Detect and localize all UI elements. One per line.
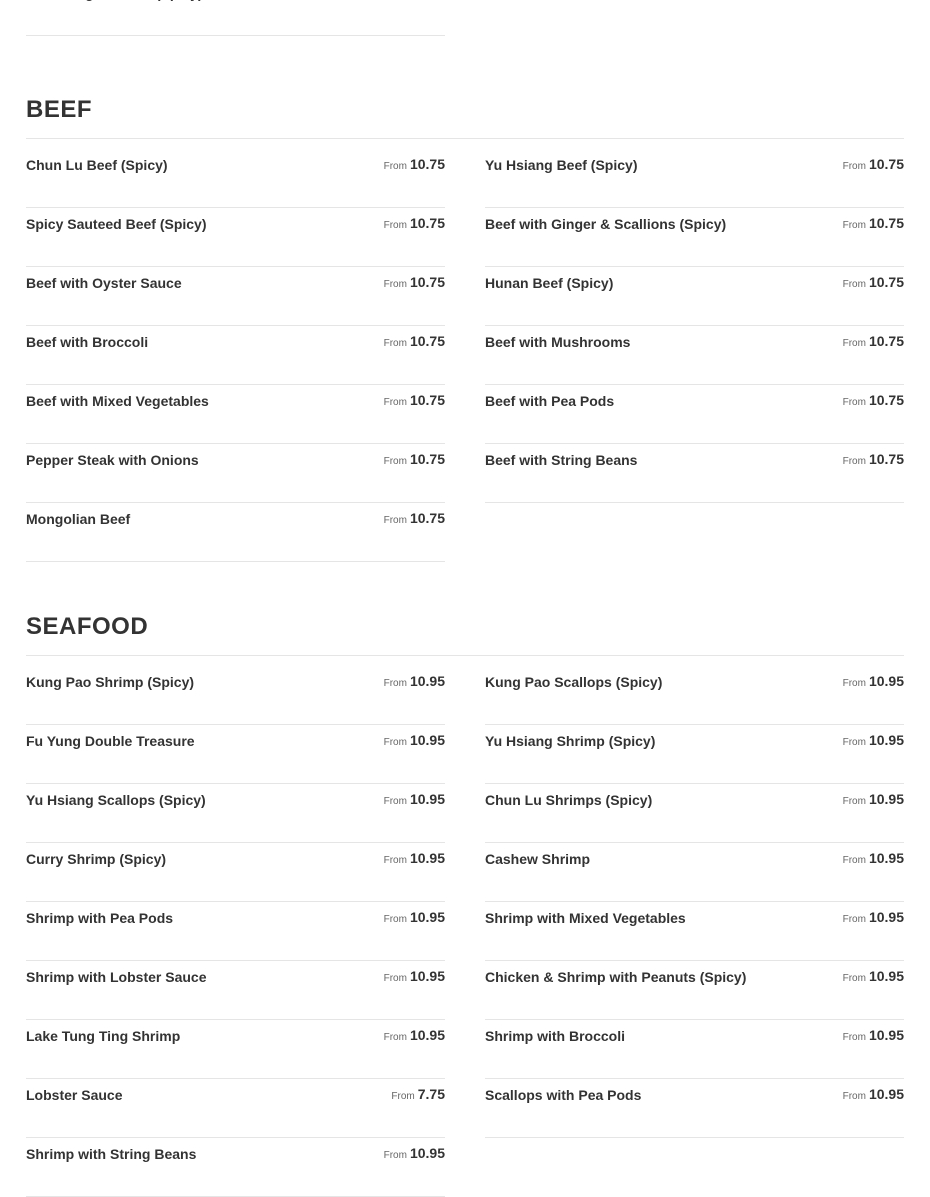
menu-item-name: Spicy Sauteed Beef (Spicy)	[26, 216, 207, 232]
menu-item-name: Hunan Beef (Spicy)	[485, 275, 614, 291]
section-divider	[26, 655, 904, 656]
price-value: 10.75	[409, 333, 445, 349]
menu-item-name: Kung Pao Shrimp (Spicy)	[26, 674, 195, 690]
price-value: 10.75	[409, 392, 445, 408]
price-value: 10.95	[409, 968, 445, 984]
price-value: 10.95	[409, 1145, 445, 1161]
from-label: From	[383, 456, 407, 467]
menu-item-price	[384, 850, 445, 868]
menu-item[interactable]	[26, 725, 445, 784]
menu-item-name: Shrimp with Mixed Vegetables	[485, 910, 686, 926]
menu-item-price	[384, 673, 445, 691]
menu-item-price	[384, 333, 445, 351]
menu-item[interactable]	[26, 666, 445, 725]
menu-item[interactable]	[26, 1079, 445, 1138]
menu-item[interactable]	[485, 843, 904, 902]
from-label: From	[842, 161, 866, 172]
from-label: From	[383, 855, 407, 866]
menu-item-name: Beef with Pea Pods	[485, 393, 615, 409]
price-value: 10.75	[868, 156, 904, 172]
price-value: 10.95	[868, 791, 904, 807]
menu-item-price	[384, 732, 445, 750]
from-label: From	[383, 279, 407, 290]
menu-item-name: Chun Lu Beef (Spicy)	[26, 157, 168, 173]
menu-item[interactable]	[485, 1079, 904, 1138]
menu-item-price	[384, 909, 445, 927]
menu-item-price	[843, 1027, 904, 1045]
menu-item-price	[843, 156, 904, 174]
menu-item-name: Pepper Steak with Onions	[26, 452, 199, 468]
menu-item[interactable]	[26, 784, 445, 843]
from-label: From	[842, 1091, 866, 1102]
menu-item-name: Lobster Sauce	[26, 1087, 123, 1103]
from-label: From	[842, 338, 866, 349]
menu-item-name	[26, 0, 203, 1]
menu-item-price	[843, 968, 904, 986]
menu-item[interactable]	[485, 666, 904, 725]
section-title-beef: BEEF	[26, 96, 93, 123]
menu-item-name: Shrimp with String Beans	[26, 1146, 197, 1162]
menu-item[interactable]	[26, 149, 445, 208]
menu-item-price	[384, 215, 445, 233]
price-value: 10.75	[409, 274, 445, 290]
menu-item-price	[384, 968, 445, 986]
menu-item[interactable]	[485, 725, 904, 784]
price-value: 10.95	[868, 1086, 904, 1102]
menu-item-price	[843, 333, 904, 351]
price-value: 10.95	[868, 909, 904, 925]
price-value: 10.95	[868, 673, 904, 689]
from-label: From	[383, 1032, 407, 1043]
menu-item-price	[384, 791, 445, 809]
menu-item-name: Scallops with Pea Pods	[485, 1087, 642, 1103]
menu-item-name: Mongolian Beef	[26, 511, 131, 527]
price-value: 7.75	[417, 1086, 445, 1102]
menu-item[interactable]	[26, 326, 445, 385]
menu-item-price	[391, 0, 445, 2]
menu-item[interactable]	[26, 267, 445, 326]
price-value: 10.75	[868, 451, 904, 467]
menu-item-price	[384, 1145, 445, 1163]
menu-item-price	[384, 510, 445, 528]
menu-item-name: Beef with Oyster Sauce	[26, 275, 182, 291]
from-label: From	[842, 973, 866, 984]
menu-item-name: Chicken & Shrimp with Peanuts (Spicy)	[485, 969, 747, 985]
menu-item-price	[843, 451, 904, 469]
menu-item-name: Beef with Mushrooms	[485, 334, 631, 350]
menu-item[interactable]	[26, 503, 445, 562]
price-value: 10.75	[868, 274, 904, 290]
price-value: 10.75	[409, 215, 445, 231]
from-label: From	[842, 796, 866, 807]
menu-item-name: Yu Hsiang Shrimp (Spicy)	[485, 733, 656, 749]
section-title-seafood: SEAFOOD	[26, 613, 149, 640]
from-label: From	[383, 914, 407, 925]
from-label: From	[842, 855, 866, 866]
menu-item-price	[384, 1027, 445, 1045]
menu-item-name: Beef with String Beans	[485, 452, 638, 468]
menu-item-name: Shrimp with Lobster Sauce	[26, 969, 207, 985]
menu-item[interactable]	[485, 326, 904, 385]
menu-item-price	[384, 156, 445, 174]
menu-item-price	[843, 909, 904, 927]
from-label: From	[383, 1150, 407, 1161]
menu-item[interactable]	[485, 961, 904, 1020]
price-value: 10.75	[868, 215, 904, 231]
menu-item-name: Kung Pao Scallops (Spicy)	[485, 674, 663, 690]
section-divider	[26, 138, 904, 139]
from-label: From	[383, 220, 407, 231]
menu-item-price	[384, 451, 445, 469]
menu-item-price	[391, 1086, 445, 1104]
menu-item[interactable]	[485, 1020, 904, 1079]
menu-item-name: Cashew Shrimp	[485, 851, 591, 867]
menu-item[interactable]	[485, 444, 904, 503]
from-label: From	[842, 678, 866, 689]
from-label: From	[383, 973, 407, 984]
menu-item[interactable]	[26, 961, 445, 1020]
price-value: 10.95	[409, 909, 445, 925]
from-label: From	[383, 515, 407, 526]
menu-item-name: Curry Shrimp (Spicy)	[26, 851, 167, 867]
menu-item[interactable]	[485, 208, 904, 267]
price-value: 10.95	[868, 850, 904, 866]
price-value: 10.75	[409, 451, 445, 467]
price-value: 10.75	[868, 392, 904, 408]
from-label: From	[383, 678, 407, 689]
menu-item[interactable]	[485, 902, 904, 961]
menu-item[interactable]	[26, 843, 445, 902]
menu-item-name: Yu Hsiang Beef (Spicy)	[485, 157, 638, 173]
menu-item-name: Beef with Mixed Vegetables	[26, 393, 209, 409]
menu-item-name: Chun Lu Shrimps (Spicy)	[485, 792, 653, 808]
menu-item[interactable]	[26, 1020, 445, 1079]
menu-item[interactable]	[26, 0, 445, 36]
price-value: 10.95	[868, 968, 904, 984]
menu-item-name: Shrimp with Broccoli	[485, 1028, 626, 1044]
from-label: From	[842, 1032, 866, 1043]
menu-item[interactable]	[26, 208, 445, 267]
menu-item-price	[843, 1086, 904, 1104]
menu-item-price	[843, 274, 904, 292]
menu-item-name: Beef with Ginger & Scallions (Spicy)	[485, 216, 727, 232]
from-label: From	[842, 220, 866, 231]
menu-item-price	[384, 392, 445, 410]
menu-item-name: Lake Tung Ting Shrimp	[26, 1028, 181, 1044]
menu-item[interactable]	[485, 267, 904, 326]
price-value: 10.75	[409, 510, 445, 526]
price-value: 10.95	[409, 850, 445, 866]
from-label: From	[383, 338, 407, 349]
from-label: From	[842, 279, 866, 290]
from-label: From	[842, 737, 866, 748]
from-label: From	[842, 397, 866, 408]
menu-item-price	[843, 392, 904, 410]
menu-item[interactable]	[485, 385, 904, 444]
price-value: 10.95	[409, 732, 445, 748]
menu-item[interactable]	[26, 1138, 445, 1197]
menu-item-price	[843, 791, 904, 809]
price-value: 10.95	[409, 791, 445, 807]
price-value: 10.95	[868, 732, 904, 748]
menu-item[interactable]	[26, 444, 445, 503]
menu-item-name: Fu Yung Double Treasure	[26, 733, 195, 749]
price-value: 10.95	[409, 1027, 445, 1043]
menu-item-name: Beef with Broccoli	[26, 334, 149, 350]
price-value: 10.75	[409, 156, 445, 172]
from-label: From	[383, 161, 407, 172]
from-label: From	[842, 914, 866, 925]
price-value: 10.95	[868, 1027, 904, 1043]
menu-item-price	[384, 274, 445, 292]
menu-item[interactable]	[26, 902, 445, 961]
from-label: From	[391, 1091, 415, 1102]
from-label: From	[842, 456, 866, 467]
menu-item-price	[843, 673, 904, 691]
price-value: 10.95	[409, 673, 445, 689]
menu-item[interactable]	[485, 784, 904, 843]
menu-item-price	[843, 215, 904, 233]
menu-item-price	[843, 732, 904, 750]
menu-item[interactable]	[26, 385, 445, 444]
from-label: From	[383, 737, 407, 748]
from-label: From	[383, 796, 407, 807]
menu-item-name: Yu Hsiang Scallops (Spicy)	[26, 792, 206, 808]
menu-item-price	[843, 850, 904, 868]
menu-item[interactable]	[485, 149, 904, 208]
from-label: From	[383, 397, 407, 408]
price-value: 10.75	[868, 333, 904, 349]
menu-item-name: Shrimp with Pea Pods	[26, 910, 174, 926]
